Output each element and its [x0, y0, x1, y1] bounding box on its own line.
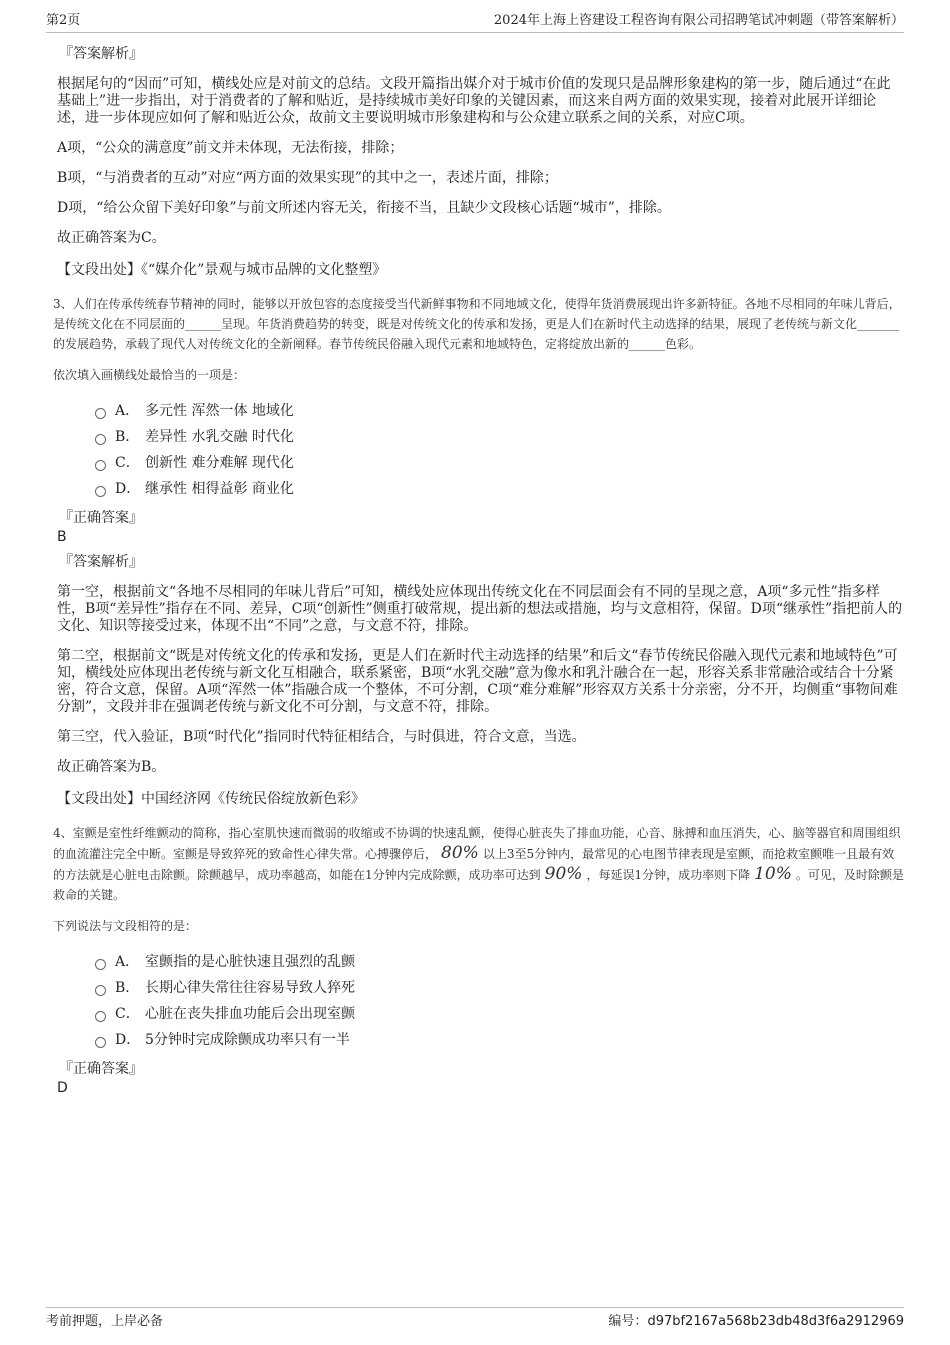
option-text: 继承性 相得益彰 商业化	[145, 481, 294, 497]
radio-icon[interactable]	[95, 959, 106, 970]
q3-option-d[interactable]	[95, 476, 904, 502]
q4-options	[95, 949, 904, 1053]
radio-icon[interactable]	[95, 1011, 106, 1022]
q3-option-a[interactable]	[95, 398, 904, 424]
option-letter: D．	[115, 1032, 141, 1048]
footer-code-label: 编号：	[608, 1314, 648, 1329]
q4-option-a[interactable]	[95, 949, 904, 975]
radio-icon[interactable]	[95, 408, 106, 419]
q4-correct-answer: D	[57, 1080, 68, 1096]
q3-analysis-para: 第一空，根据前文“各地不尽相同的年味儿背后”可知，横线处应体现出传统文化在不同层面会有不同的呈现之意，A项“多元性”指多样性，B项“差异性”指存在不同、差异，C项“创新性”侧重打破常规，提出新的想法或措施，均与文意相符，保留。D项“继承性”指把前人的文化、知识等接受过来，体现不出“不同”之意，与文意不符，排除。	[57, 584, 903, 634]
radio-icon[interactable]	[95, 460, 106, 471]
q2-analysis-label: 『答案解析』	[59, 46, 143, 62]
q4-prompt: 下列说法与文段相符的是：	[53, 919, 198, 933]
option-text: 创新性 难分难解 现代化	[145, 455, 294, 471]
q4-percent-10: 10%	[754, 864, 792, 884]
option-letter: B．	[115, 429, 140, 445]
option-text: 心脏在丧失排血功能后会出现室颤	[145, 1006, 355, 1022]
footer-slogan: 考前押题，上岸必备	[46, 1314, 164, 1329]
q2-analysis-para: 根据尾句的“因而”可知，横线处应是对前文的总结。文段开篇指出媒介对于城市价值的发现只是品牌形象建构的第一步，随后通过“在此基础上”进一步指出，对于消费者的了解和贴近，是持续城市美好印象的关键因素，而这来自两方面的效果实现，接着对此展开详细论述，进一步体现应如何了解和贴近公众，故前文主要说明城市形象建构和与公众建立联系之间的关系，对应C项。	[57, 76, 891, 126]
document-title: 2024年上海上咨建设工程咨询有限公司招聘笔试冲刺题（带答案解析）	[493, 13, 904, 28]
q4-option-b[interactable]	[95, 975, 904, 1001]
q3-option-b[interactable]	[95, 424, 904, 450]
q4-text-a: 4、室颤是室性纤维颤动的简称，指心室肌快速而微弱的收缩或不协调的快速乱颤，使得心脏丧失了排血功能，心音、脉搏和血压消失，心、脑等器官和周围组织的血流灌注完全中断。室颤是导致猝死的致命性心律失常。心搏骤停后，	[53, 826, 901, 861]
q3-analysis-label: 『答案解析』	[59, 554, 143, 570]
page-footer	[46, 1307, 904, 1332]
option-letter: A．	[115, 403, 140, 419]
option-text: 5分钟时完成除颤成功率只有一半	[145, 1032, 350, 1048]
q4-option-c[interactable]	[95, 1001, 904, 1027]
radio-icon[interactable]	[95, 985, 106, 996]
q3-options	[95, 398, 904, 502]
q3-analysis-para: 第二空，根据前文“既是对传统文化的传承和发扬，更是人们在新时代主动选择的结果”和后文“春节传统民俗融入现代元素和地域特色”可知，横线处应体现出老传统与新文化互相融合，联系紧密，B项“水乳交融”意为像水和乳汁融合在一起，形容关系非常融洽或结合十分紧密，符合文意，保留。A项“浑然一体”指融合成一个整体，不可分割，C项“难分难解”形容双方关系十分亲密，分不开，均侧重“事物间难分割”，文段并非在强调老传统与新文化不可分割，与文意不符，排除。	[57, 648, 898, 715]
q3-correct-answer: B	[57, 529, 67, 545]
q4-text-b: 以上3至5分钟内，最常见的心电图节律表现是室颤，而抢救室颤唯一且最有效的方法就是心脏电击除颤。除颤越早，成功率越高，如能在1分钟内完成除颤，成功率可达到	[53, 847, 895, 882]
option-text: 室颤指的是心脏快速且强烈的乱颤	[145, 954, 355, 970]
q2-analysis-para: D项，“给公众留下美好印象”与前文所述内容无关，衔接不当，且缺少文段核心话题“城市”，排除。	[57, 200, 671, 216]
q4-question-text	[53, 823, 904, 905]
q4-text-c: ，每延误1分钟，成功率则下降	[586, 868, 751, 882]
q3-source: 【文段出处】中国经济网《传统民俗绽放新色彩》	[57, 791, 365, 807]
q2-source: 【文段出处】《“媒介化”景观与城市品牌的文化整塑》	[57, 262, 387, 278]
q4-percent-90: 90%	[544, 864, 583, 884]
q3-analysis-para: 第三空，代入验证，B项“时代化”指同时代特征相结合，与时俱进，符合文意，当选。	[57, 729, 586, 745]
option-letter: A．	[115, 954, 140, 970]
page-content	[53, 44, 904, 1103]
radio-icon[interactable]	[95, 1037, 106, 1048]
q4-correct-label: 『正确答案』	[59, 1061, 143, 1077]
q3-question-text: 3、人们在传承传统春节精神的同时，能够以开放包容的态度接受当代新鲜事物和不同地域文化，使得年货消费展现出许多新特征。各地不尽相同的年味儿背后，是传统文化在不同层面的______呈现。年货消费趋势的转变，既是对传统文化的传承和发扬，更是人们在新时代主动选择的结果，展现了老传统与新文化_______的发展趋势，承载了现代人对传统文化的全新阐释。春节传统民俗融入现代元素和地域特色，定将绽放出新的______色彩。	[53, 297, 901, 351]
q3-analysis-para: 故正确答案为B。	[57, 759, 166, 775]
option-text: 多元性 浑然一体 地域化	[145, 403, 294, 419]
option-letter: C．	[115, 455, 140, 471]
page-header	[46, 12, 904, 33]
q4-option-d[interactable]	[95, 1027, 904, 1053]
q2-analysis-para: 故正确答案为C。	[57, 230, 166, 246]
footer-code-value: d97bf2167a568b23db48d3f6a2912969	[647, 1314, 904, 1329]
q3-prompt: 依次填入画横线处最恰当的一项是：	[53, 368, 246, 382]
option-letter: C．	[115, 1006, 140, 1022]
radio-icon[interactable]	[95, 486, 106, 497]
q4-text-d: 。可见，及时除颤是救命的关键。	[53, 868, 904, 902]
q3-option-c[interactable]	[95, 450, 904, 476]
q2-analysis-para: B项，“与消费者的互动”对应“两方面的效果实现”的其中之一，表述片面，排除；	[57, 170, 558, 186]
radio-icon[interactable]	[95, 434, 106, 445]
option-letter: D．	[115, 481, 141, 497]
option-letter: B．	[115, 980, 140, 996]
q4-percent-80: 80%	[441, 843, 479, 863]
q3-correct-label: 『正确答案』	[59, 510, 143, 526]
q2-analysis-para: A项，“公众的满意度”前文并未体现，无法衔接，排除；	[57, 140, 404, 156]
option-text: 长期心律失常往往容易导致人猝死	[145, 980, 355, 996]
option-text: 差异性 水乳交融 时代化	[145, 429, 294, 445]
footer-code	[608, 1310, 904, 1334]
page-number: 第2页	[46, 13, 81, 28]
